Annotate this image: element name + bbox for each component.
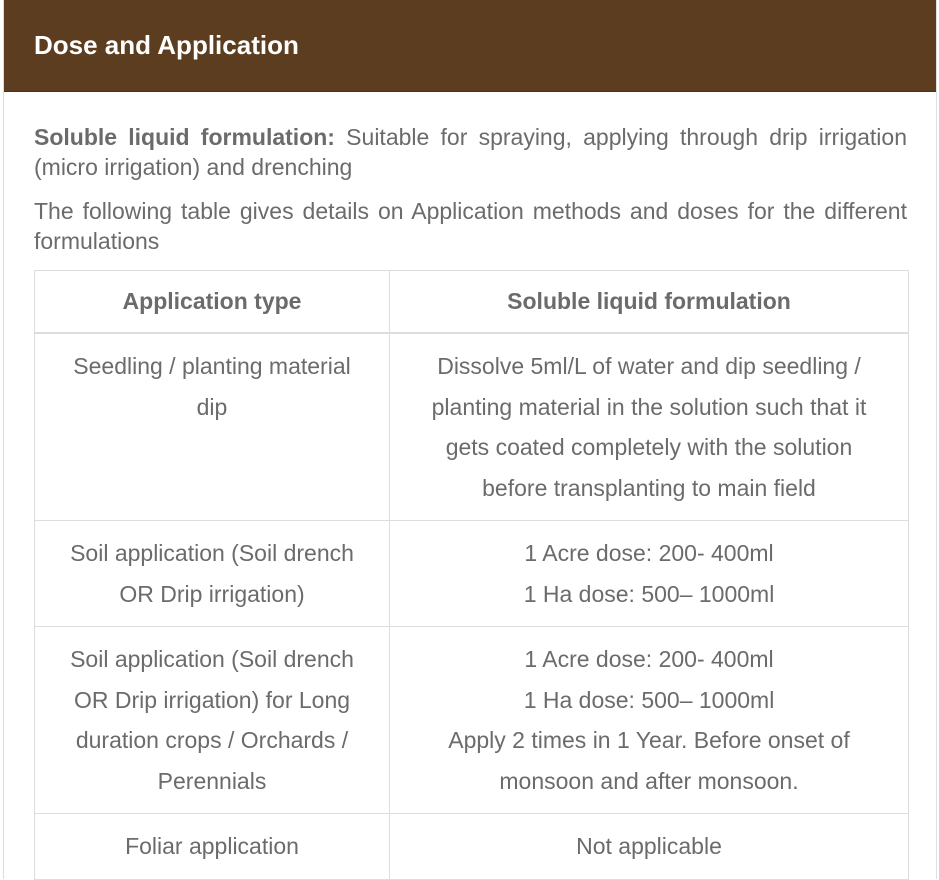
dose-line: 1 Acre dose: 200- 400ml [524, 646, 774, 672]
dose-line: Dissolve 5ml/L of water and dip seedling / planting material in the solution such that it gets coated completely with the solution before transplanting to main field [431, 353, 867, 501]
panel-header [4, 0, 936, 92]
description-paragraph: The following table gives details on Application methods and doses for the different formulations [34, 198, 907, 254]
dose-table [34, 270, 909, 880]
table-row [35, 333, 909, 521]
dose-line: 1 Ha dose: 500– 1000ml [523, 686, 775, 713]
cell-application-type: Foliar application [35, 814, 390, 880]
dose-line: 1 Acre dose: 200- 400ml [524, 540, 774, 566]
intro-text: Suitable for spraying, applying through drip irrigation (micro irrigation) and drenching [34, 124, 907, 180]
dose-line: 1 Ha dose: 500– 1000ml [523, 580, 775, 607]
cell-dose [390, 814, 909, 880]
panel-body [4, 92, 936, 880]
intro-paragraph [34, 122, 907, 182]
panel-title: Dose and Application [34, 29, 299, 60]
header-application-type: Application type [35, 271, 390, 334]
dose-line: Not applicable [576, 833, 722, 859]
intro-bold-label: Soluble liquid formulation: [34, 124, 335, 150]
table-row [35, 627, 909, 814]
table-row [35, 521, 909, 627]
cell-application-type: Seedling / planting material dip [35, 333, 390, 521]
cell-dose [390, 627, 909, 814]
cell-application-type: Soil application (Soil drench OR Drip irrigation) for Long duration crops / Orchards / Perennials [35, 627, 390, 814]
dose-application-panel [3, 0, 937, 879]
header-soluble-liquid-formulation: Soluble liquid formulation [390, 271, 909, 334]
table-header-row [35, 271, 909, 334]
table-row [35, 814, 909, 880]
cell-dose [390, 521, 909, 627]
cell-application-type: Soil application (Soil drench OR Drip irrigation) [35, 521, 390, 627]
cell-dose [390, 333, 909, 521]
dose-line: Apply 2 times in 1 Year. Before onset of monsoon and after monsoon. [448, 727, 850, 794]
